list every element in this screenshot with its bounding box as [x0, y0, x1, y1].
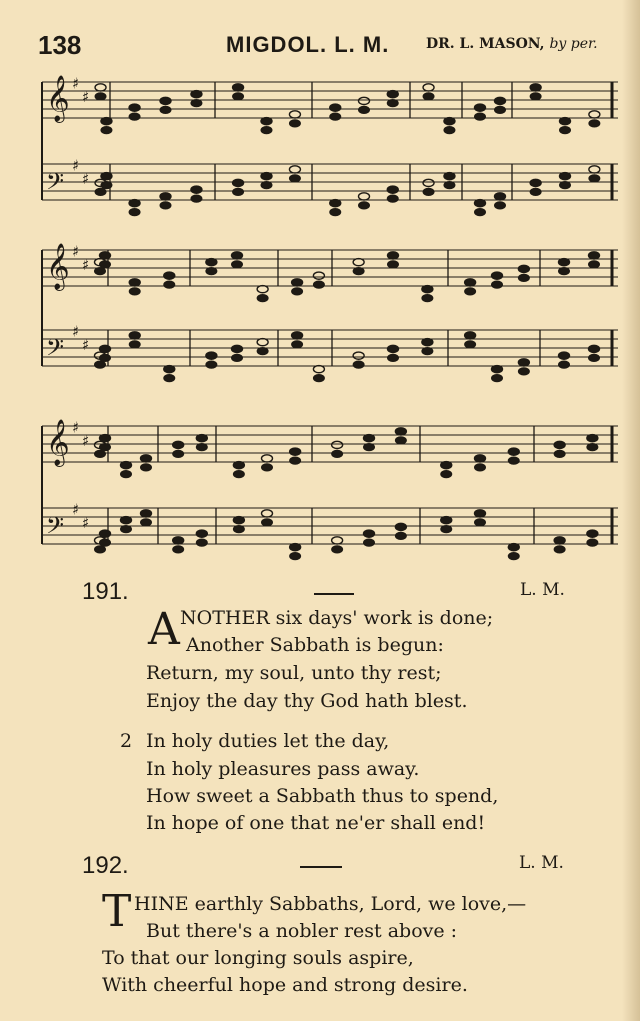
note-head: [554, 546, 565, 553]
note-head: [587, 444, 598, 451]
note-head: [292, 288, 303, 295]
note-head: [95, 546, 106, 553]
tune-title: MIGDOL. L. M.: [226, 32, 390, 57]
note-head: [475, 200, 486, 207]
note-head: [492, 366, 503, 373]
note-head: [292, 341, 303, 348]
note-head: [423, 188, 434, 195]
note-head: [164, 272, 175, 279]
note-head: [387, 91, 398, 98]
note-head: [589, 345, 600, 352]
note-head: [387, 100, 398, 107]
note-head: [289, 120, 300, 127]
note-head: [101, 127, 112, 134]
note-head: [332, 441, 343, 448]
note-head: [465, 332, 476, 339]
note-head: [508, 448, 519, 455]
note-head: [530, 188, 541, 195]
note-head: [173, 441, 184, 448]
sharp-icon: ♯: [72, 156, 80, 175]
note-head: [257, 348, 268, 355]
note-head: [289, 166, 300, 173]
note-head: [173, 546, 184, 553]
note-head: [559, 259, 570, 266]
note-head: [559, 268, 570, 275]
note-head: [232, 345, 243, 352]
note-head: [261, 118, 272, 125]
note-head: [388, 345, 399, 352]
note-head: [160, 202, 171, 209]
note-head: [129, 279, 140, 286]
note-head: [292, 332, 303, 339]
sharp-icon: ♯: [82, 255, 90, 274]
page-header: [0, 30, 640, 60]
note-head: [560, 118, 571, 125]
note-head: [475, 510, 486, 517]
note-head: [395, 532, 406, 539]
note-head: [233, 517, 244, 524]
note-head: [587, 435, 598, 442]
note-head: [518, 265, 529, 272]
note-head: [330, 200, 341, 207]
note-head: [313, 375, 324, 382]
note-head: [441, 471, 452, 478]
note-head: [121, 517, 132, 524]
note-head: [530, 93, 541, 100]
note-head: [353, 361, 364, 368]
note-head: [95, 361, 106, 368]
note-head: [492, 375, 503, 382]
verse-line: In holy pleasures pass away.: [146, 758, 420, 780]
note-head: [100, 354, 111, 361]
note-head: [475, 455, 486, 462]
note-head: [100, 252, 111, 259]
note-head: [141, 455, 152, 462]
note-head: [395, 437, 406, 444]
hymn-number: 191.: [82, 578, 129, 605]
verse-line: With cheerful hope and strong desire.: [102, 974, 468, 996]
note-head: [191, 91, 202, 98]
note-head: [492, 281, 503, 288]
note-head: [475, 519, 486, 526]
note-head: [465, 341, 476, 348]
note-head: [95, 450, 106, 457]
note-head: [395, 428, 406, 435]
note-head: [530, 84, 541, 91]
note-head: [290, 448, 301, 455]
verse-line: Another Sabbath is begun:: [186, 634, 444, 656]
note-head: [560, 127, 571, 134]
note-head: [196, 444, 207, 451]
note-head: [289, 175, 300, 182]
note-head: [313, 281, 324, 288]
note-head: [587, 530, 598, 537]
note-head: [330, 104, 341, 111]
note-head: [164, 366, 175, 373]
note-head: [290, 544, 301, 551]
note-head: [465, 288, 476, 295]
sharp-icon: ♯: [82, 169, 90, 188]
note-head: [262, 464, 273, 471]
note-head: [444, 127, 455, 134]
stanza-number: 2: [120, 730, 133, 752]
note-head: [589, 261, 600, 268]
note-head: [233, 462, 244, 469]
note-head: [233, 526, 244, 533]
note-head: [422, 295, 433, 302]
composer-credit: [426, 36, 598, 52]
note-head: [101, 118, 112, 125]
note-head: [160, 193, 171, 200]
note-head: [330, 113, 341, 120]
note-head: [232, 252, 243, 259]
note-head: [233, 84, 244, 91]
note-head: [395, 523, 406, 530]
note-head: [262, 510, 273, 517]
note-head: [587, 539, 598, 546]
note-head: [196, 435, 207, 442]
verse-line: How sweet a Sabbath thus to spend,: [146, 785, 499, 807]
drop-cap: T: [102, 886, 132, 937]
note-head: [387, 195, 398, 202]
note-head: [121, 471, 132, 478]
note-head: [554, 441, 565, 448]
treble-clef-icon: 𝄞: [46, 419, 70, 466]
note-head: [518, 368, 529, 375]
verse-line: In hope of one that ne'er shall end!: [146, 812, 486, 834]
note-head: [589, 354, 600, 361]
divider-rule: [314, 593, 354, 595]
note-head: [289, 111, 300, 118]
note-head: [560, 182, 571, 189]
note-head: [313, 272, 324, 279]
verse-line: Return, my soul, unto thy rest;: [146, 662, 442, 684]
note-head: [160, 106, 171, 113]
note-head: [257, 339, 268, 346]
note-head: [554, 537, 565, 544]
treble-clef-icon: 𝄞: [46, 75, 70, 122]
page-number: 138: [38, 30, 82, 60]
note-head: [492, 272, 503, 279]
note-head: [589, 166, 600, 173]
note-head: [290, 457, 301, 464]
note-head: [332, 450, 343, 457]
note-head: [387, 186, 398, 193]
note-head: [233, 179, 244, 186]
note-head: [164, 281, 175, 288]
note-head: [508, 544, 519, 551]
note-head: [359, 193, 370, 200]
note-head: [359, 106, 370, 113]
note-head: [141, 519, 152, 526]
note-head: [100, 345, 111, 352]
note-head: [332, 537, 343, 544]
note-head: [364, 444, 375, 451]
note-head: [261, 127, 272, 134]
note-head: [100, 444, 111, 451]
note-head: [353, 259, 364, 266]
note-head: [121, 526, 132, 533]
note-head: [441, 517, 452, 524]
note-head: [559, 361, 570, 368]
note-head: [160, 97, 171, 104]
note-head: [313, 366, 324, 373]
note-head: [495, 97, 506, 104]
note-head: [232, 261, 243, 268]
note-head: [233, 188, 244, 195]
note-head: [141, 510, 152, 517]
note-head: [191, 100, 202, 107]
note-head: [233, 93, 244, 100]
note-head: [95, 93, 106, 100]
note-head: [129, 209, 140, 216]
note-head: [475, 209, 486, 216]
note-head: [475, 113, 486, 120]
note-head: [262, 519, 273, 526]
sharp-icon: ♯: [72, 242, 80, 261]
note-head: [364, 539, 375, 546]
note-head: [121, 462, 132, 469]
note-head: [444, 173, 455, 180]
note-head: [129, 332, 140, 339]
note-head: [233, 471, 244, 478]
divider-rule: [300, 866, 342, 868]
note-head: [100, 435, 111, 442]
note-head: [518, 274, 529, 281]
note-head: [100, 530, 111, 537]
note-head: [292, 279, 303, 286]
note-head: [261, 182, 272, 189]
note-head: [475, 104, 486, 111]
note-head: [100, 261, 111, 268]
note-head: [423, 84, 434, 91]
note-head: [129, 113, 140, 120]
sharp-icon: ♯: [82, 87, 90, 106]
composer-note: by per.: [549, 36, 598, 52]
note-head: [495, 106, 506, 113]
hymn-meter: L. M.: [519, 853, 564, 873]
note-head: [262, 455, 273, 462]
note-head: [257, 286, 268, 293]
note-head: [164, 375, 175, 382]
note-head: [196, 530, 207, 537]
note-head: [95, 84, 106, 91]
note-head: [129, 200, 140, 207]
sharp-icon: ♯: [72, 322, 80, 341]
note-head: [129, 288, 140, 295]
verse-line: HINE earthly Sabbaths, Lord, we love,—: [134, 893, 527, 915]
note-head: [589, 111, 600, 118]
note-head: [559, 352, 570, 359]
note-head: [589, 175, 600, 182]
note-head: [359, 97, 370, 104]
note-head: [191, 195, 202, 202]
note-head: [441, 462, 452, 469]
sharp-icon: ♯: [82, 513, 90, 532]
verse-line: In holy duties let the day,: [146, 730, 390, 752]
note-head: [101, 173, 112, 180]
note-head: [206, 361, 217, 368]
sharp-icon: ♯: [82, 431, 90, 450]
note-head: [589, 120, 600, 127]
note-head: [422, 339, 433, 346]
note-head: [364, 530, 375, 537]
note-head: [332, 546, 343, 553]
sharp-icon: ♯: [72, 74, 80, 93]
sharp-icon: ♯: [72, 418, 80, 437]
note-head: [129, 104, 140, 111]
hymn-number: 192.: [82, 852, 129, 879]
verse-line: Enjoy the day thy God hath blest.: [146, 690, 468, 712]
note-head: [441, 526, 452, 533]
note-head: [495, 202, 506, 209]
note-head: [173, 450, 184, 457]
note-head: [261, 173, 272, 180]
note-head: [359, 202, 370, 209]
note-head: [465, 279, 476, 286]
note-head: [388, 354, 399, 361]
note-head: [475, 464, 486, 471]
bass-clef-icon: 𝄢: [46, 511, 65, 545]
note-head: [290, 553, 301, 560]
note-head: [423, 93, 434, 100]
note-head: [206, 259, 217, 266]
note-head: [530, 179, 541, 186]
note-head: [206, 352, 217, 359]
sharp-icon: ♯: [82, 335, 90, 354]
note-head: [518, 359, 529, 366]
note-head: [330, 209, 341, 216]
note-head: [141, 464, 152, 471]
note-head: [353, 352, 364, 359]
drop-cap: A: [148, 604, 180, 655]
note-head: [422, 286, 433, 293]
treble-clef-icon: 𝄞: [46, 243, 70, 290]
note-head: [206, 268, 217, 275]
verse-line: To that our longing souls aspire,: [102, 947, 414, 969]
note-head: [423, 179, 434, 186]
note-head: [173, 537, 184, 544]
note-head: [129, 341, 140, 348]
note-head: [560, 173, 571, 180]
verse-line: But there's a nobler rest above :: [146, 920, 458, 942]
note-head: [232, 354, 243, 361]
note-head: [95, 268, 106, 275]
composer-name: DR. L. MASON,: [426, 36, 545, 52]
note-head: [388, 252, 399, 259]
note-head: [508, 457, 519, 464]
note-head: [444, 182, 455, 189]
note-head: [422, 348, 433, 355]
note-head: [257, 295, 268, 302]
note-head: [95, 188, 106, 195]
bass-clef-icon: 𝄢: [46, 167, 65, 201]
bass-clef-icon: 𝄢: [46, 333, 65, 367]
note-head: [388, 261, 399, 268]
note-head: [554, 450, 565, 457]
note-head: [495, 193, 506, 200]
note-head: [589, 252, 600, 259]
note-head: [196, 539, 207, 546]
note-head: [101, 182, 112, 189]
hymn-meter: L. M.: [520, 580, 565, 600]
note-head: [353, 268, 364, 275]
note-head: [100, 539, 111, 546]
verse-line: NOTHER six days' work is done;: [180, 607, 494, 629]
note-head: [508, 553, 519, 560]
note-head: [191, 186, 202, 193]
note-head: [364, 435, 375, 442]
note-head: [444, 118, 455, 125]
music-score: [0, 68, 640, 563]
sharp-icon: ♯: [72, 500, 80, 519]
